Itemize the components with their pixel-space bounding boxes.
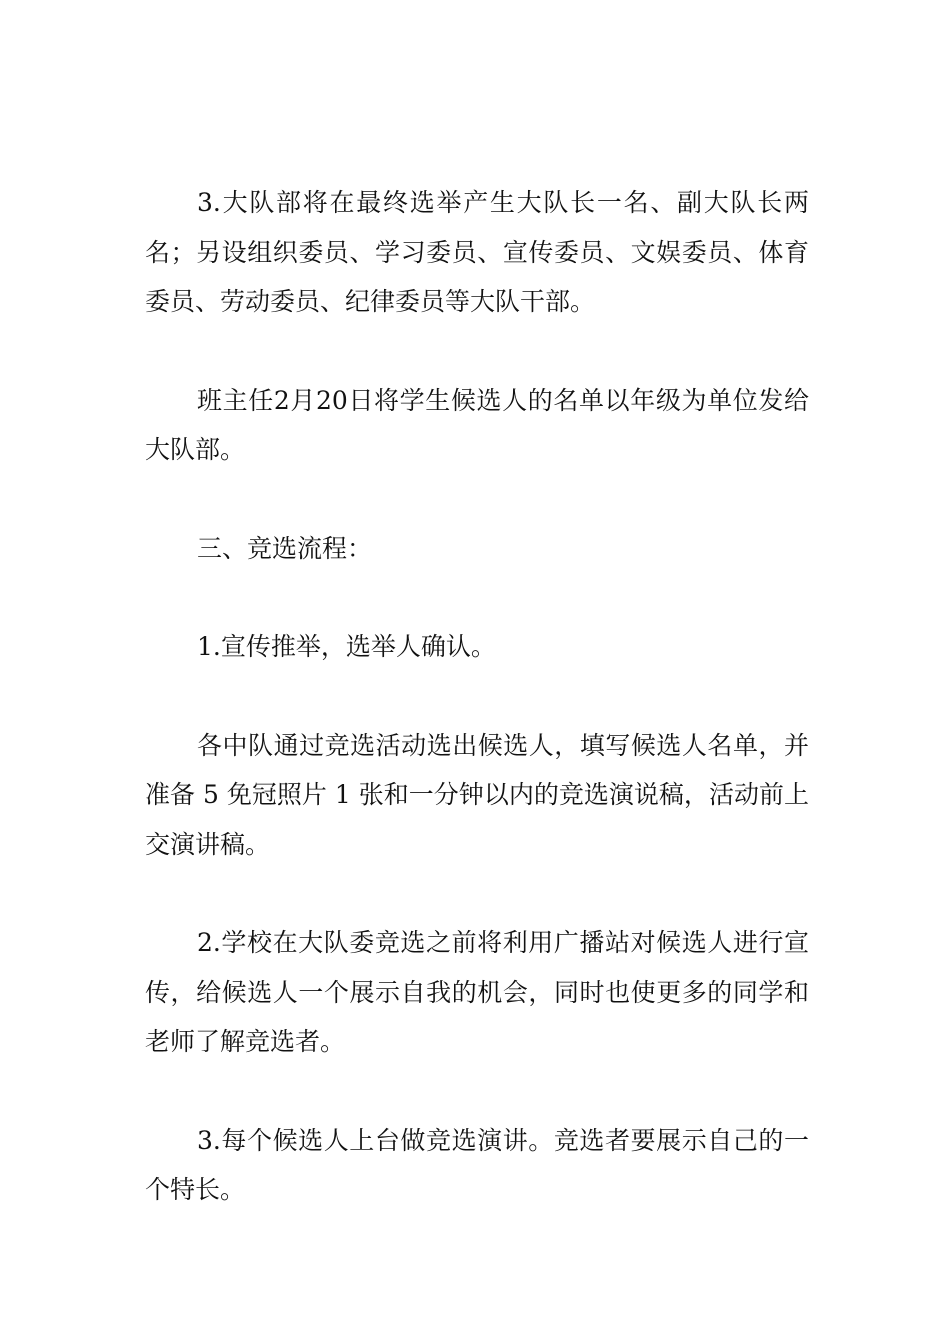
paragraph-step-2: 2.学校在大队委竞选之前将利用广播站对候选人进行宣传，给候选人一个展示自我的机会，同时也使更多的同学和老师了解竞选者。 bbox=[145, 928, 809, 1056]
document-body bbox=[145, 178, 809, 1215]
paragraph-step-3: 3.每个候选人上台做竞选演讲。竞选者要展示自己的一个特长。 bbox=[145, 1125, 809, 1204]
section-heading-process: 三、竞选流程： bbox=[197, 533, 373, 563]
paragraph-election-positions: 3.大队部将在最终选举产生大队长一名、副大队长两名；另设组织委员、学习委员、宣传委员、文娱委员、体育委员、劳动委员、纪律委员等大队干部。 bbox=[145, 188, 809, 316]
paragraph-step-1: 1.宣传推举，选举人确认。 bbox=[197, 632, 496, 661]
paragraph-candidate-list: 班主任2月20日将学生候选人的名单以年级为单位发给大队部。 bbox=[145, 385, 809, 464]
paragraph-squad-preparation: 各中队通过竞选活动选出候选人，填写候选人名单，并准备 5 免冠照片 1 张和一分钟以内的竞选演说稿，活动前上交演讲稿。 bbox=[145, 730, 809, 859]
